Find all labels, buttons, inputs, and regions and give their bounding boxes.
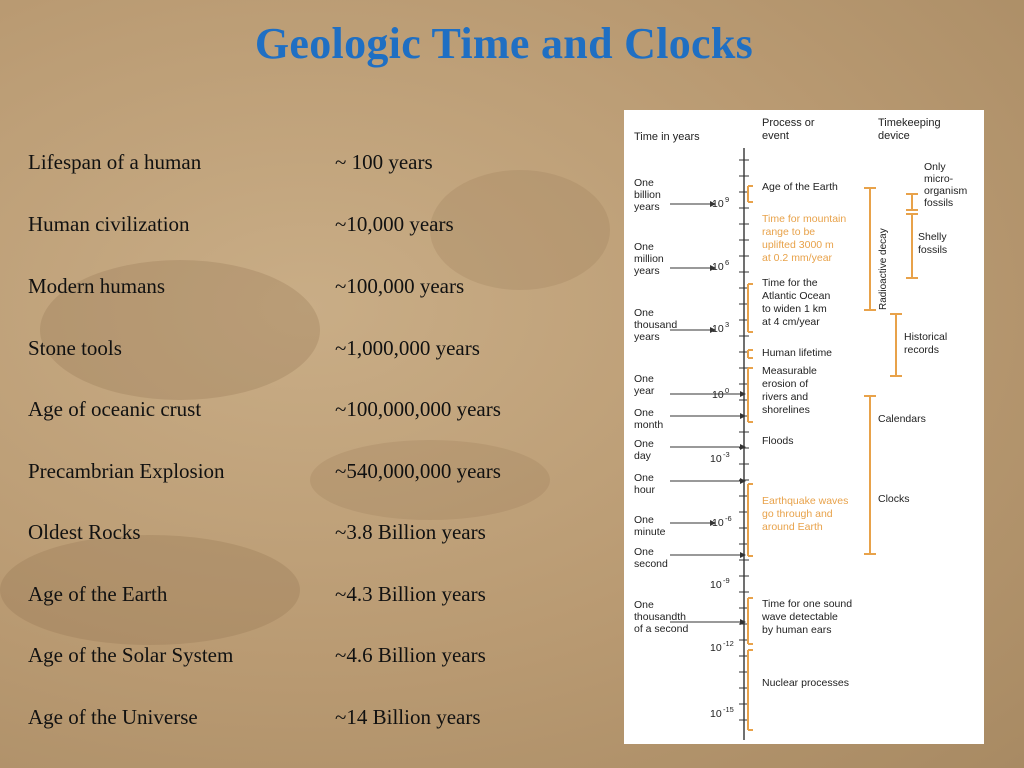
arrow-head — [740, 478, 746, 484]
power-label: 10 — [710, 642, 722, 654]
device-historical: Historical — [904, 331, 948, 343]
timeline-label: Oldest Rocks — [28, 520, 141, 544]
time-label: One — [634, 599, 654, 611]
time-scale-diagram — [624, 110, 984, 744]
arrow-head — [740, 391, 746, 397]
power-exponent: -15 — [723, 705, 734, 714]
timeline-label: Human civilization — [28, 212, 190, 236]
arrow-head — [740, 444, 746, 450]
power-exponent: -3 — [723, 450, 730, 459]
event-label: Measurable — [762, 365, 817, 377]
time-label: One — [634, 177, 654, 189]
timeline-label: Modern humans — [28, 274, 166, 298]
event-label: shorelines — [762, 404, 810, 416]
power-label: 10 — [712, 389, 724, 401]
event-label: to widen 1 km — [762, 303, 827, 315]
event-label: Nuclear processes — [762, 677, 849, 689]
power-label: 10 — [712, 198, 724, 210]
timeline-label: Age of the Universe — [28, 705, 198, 729]
power-label: 10 — [710, 579, 722, 591]
device-microorganism: organism — [924, 185, 968, 197]
time-label: One — [634, 472, 654, 484]
timeline-value: ~4.3 Billion years — [335, 582, 486, 606]
time-label: One — [634, 514, 654, 526]
timeline-label: Lifespan of a human — [28, 150, 202, 174]
event-label: Floods — [762, 435, 794, 447]
time-label: years — [634, 265, 660, 277]
power-exponent: -12 — [723, 639, 734, 648]
event-label: rivers and — [762, 391, 809, 403]
power-exponent: 9 — [725, 195, 730, 204]
power-label: 10 — [710, 708, 722, 720]
event-label: by human ears — [762, 624, 832, 636]
time-label: second — [634, 558, 668, 570]
time-label: of a second — [634, 623, 689, 635]
event-label: Atlantic Ocean — [762, 290, 831, 302]
event-label: Time for mountain — [762, 213, 847, 225]
page-title: Geologic Time and Clocks — [254, 19, 754, 68]
timeline-value: ~10,000 years — [335, 212, 454, 236]
timeline-label: Precambrian Explosion — [28, 459, 225, 483]
event-label: Earthquake waves — [762, 495, 849, 507]
event-label: uplifted 3000 m — [762, 239, 834, 251]
power-exponent: 0 — [725, 386, 730, 395]
time-label: One — [634, 241, 654, 253]
event-label: Human lifetime — [762, 347, 833, 359]
header-process: Process or — [762, 117, 815, 129]
device-shelly: fossils — [918, 244, 948, 256]
timeline-label: Age of the Solar System — [28, 643, 234, 667]
event-label: go through and — [762, 508, 833, 520]
event-label: range to be — [762, 226, 816, 238]
event-label: Age of the Earth — [762, 181, 838, 193]
event-label: wave detectable — [762, 611, 838, 623]
time-label: One — [634, 373, 654, 385]
power-exponent: 3 — [725, 320, 730, 329]
arrow-head — [740, 413, 746, 419]
time-label: minute — [634, 526, 666, 538]
time-label: One — [634, 407, 654, 419]
time-label: month — [634, 419, 664, 431]
event-label: at 4 cm/year — [762, 316, 820, 328]
device-shelly: Shelly — [918, 231, 947, 243]
timeline-value: ~4.6 Billion years — [335, 643, 486, 667]
power-exponent: -9 — [723, 576, 730, 585]
device-calendars: Calendars — [878, 413, 926, 425]
device-clocks: Clocks — [878, 493, 910, 505]
event-label: at 0.2 mm/year — [762, 252, 833, 264]
timeline-value: ~100,000,000 years — [335, 397, 501, 421]
device-microorganism: fossils — [924, 197, 954, 209]
power-exponent: -6 — [725, 514, 732, 523]
time-label: million — [634, 253, 664, 265]
header-device: Timekeeping — [878, 117, 941, 129]
arrow-head — [740, 552, 746, 558]
timeline-label: Age of the Earth — [28, 582, 168, 606]
device-microorganism: Only — [924, 161, 946, 173]
time-label: years — [634, 331, 660, 343]
header-time: Time in years — [634, 131, 700, 143]
device-microorganism: micro- — [924, 173, 954, 185]
time-label: billion — [634, 189, 661, 201]
device-radioactive: Radioactive decay — [878, 228, 889, 310]
timeline-label: Stone tools — [28, 336, 122, 360]
time-label: thousand — [634, 319, 678, 331]
device-historical: records — [904, 344, 940, 356]
event-label: erosion of — [762, 378, 809, 390]
event-label: Time for the — [762, 277, 818, 289]
time-scale-figure — [624, 110, 984, 744]
timeline-value: ~100,000 years — [335, 274, 465, 298]
power-label: 10 — [710, 453, 722, 465]
power-exponent: 6 — [725, 258, 730, 267]
time-label: One — [634, 438, 654, 450]
timeline-label: Age of oceanic crust — [28, 397, 202, 421]
time-label: One — [634, 307, 654, 319]
time-label: hour — [634, 484, 656, 496]
time-label: day — [634, 450, 651, 462]
timeline-value: ~14 Billion years — [335, 705, 481, 729]
event-label: Time for one sound — [762, 598, 853, 610]
time-label: thousandth — [634, 611, 686, 623]
time-label: year — [634, 385, 655, 397]
timeline-value: ~540,000,000 years — [335, 459, 501, 483]
power-label: 10 — [712, 261, 724, 273]
timeline-value: ~1,000,000 years — [335, 336, 480, 360]
time-label: years — [634, 201, 660, 213]
event-label: around Earth — [762, 521, 823, 533]
timeline-value: ~3.8 Billion years — [335, 520, 486, 544]
time-label: One — [634, 546, 654, 558]
timeline-value: ~ 100 years — [335, 150, 433, 174]
header-process: event — [762, 130, 789, 142]
power-label: 10 — [712, 517, 724, 529]
header-device: device — [878, 130, 910, 142]
power-label: 10 — [712, 323, 724, 335]
